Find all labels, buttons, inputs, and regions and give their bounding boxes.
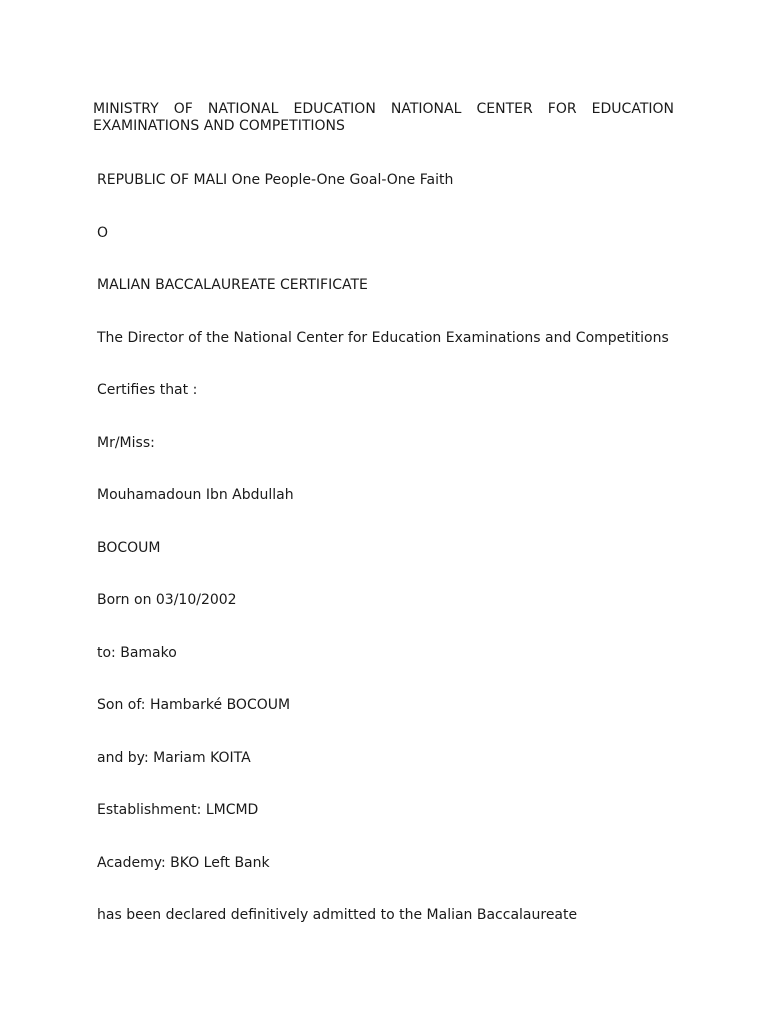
title-label: Mr/Miss: <box>97 434 155 451</box>
certificate-title: MALIAN BACCALAUREATE CERTIFICATE <box>97 277 368 293</box>
father-name: Son of: Hambarké BOCOUM <box>97 697 291 713</box>
director-line: The Director of the National Center for Education Examinations and Competitions <box>97 329 669 346</box>
admission-statement: has been declared definitively admitted to the Malian Baccalaureate <box>97 907 578 923</box>
birth-place: to: Bamako <box>97 644 177 661</box>
ministry-header: MINISTRY OF NATIONAL EDUCATION NATIONAL CENTER FOR EDUCATION EXAMINATIONS AND COMPETITIONS <box>93 101 674 134</box>
certifies-line: Certifies that : <box>97 382 198 398</box>
academy: Academy: BKO Left Bank <box>97 854 270 871</box>
surname: BOCOUM <box>97 539 161 556</box>
birth-date: Born on 03/10/2002 <box>97 592 237 608</box>
establishment: Establishment: LMCMD <box>97 802 259 818</box>
certificate-body <box>97 171 697 959</box>
separator-letter: O <box>97 224 109 241</box>
republic-motto-line: REPUBLIC OF MALI One People-One Goal-One Faith <box>97 172 454 188</box>
mother-name: and by: Mariam KOITA <box>97 749 251 766</box>
given-names: Mouhamadoun Ibn Abdullah <box>97 487 294 503</box>
